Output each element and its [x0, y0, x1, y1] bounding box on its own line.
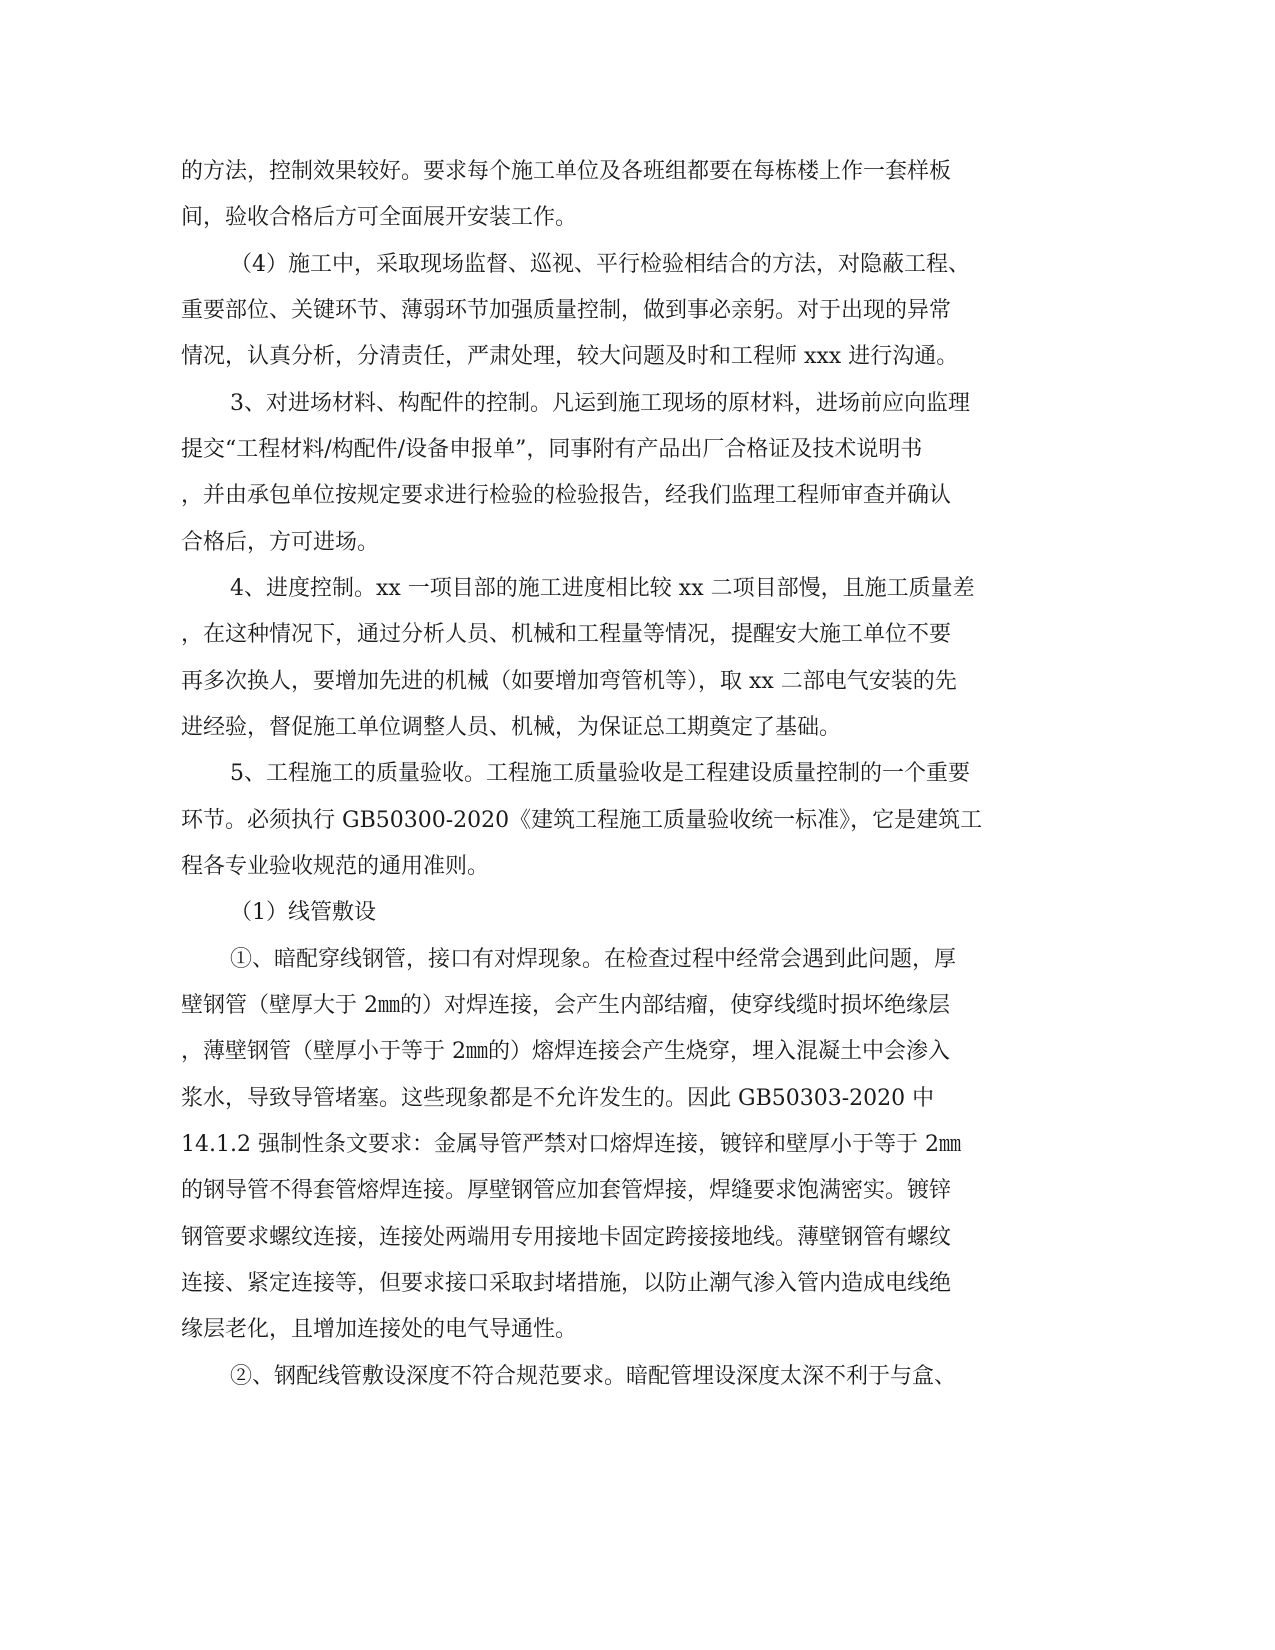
text-line: 5、工程施工的质量验收。工程施工质量验收是工程建设质量控制的一个重要 [230, 761, 970, 786]
text-line: 程各专业验收规范的通用准则。 [181, 854, 490, 879]
text-line: ，并由承包单位按规定要求进行检验的检验报告，经我们监理工程师审查并确认 [181, 483, 952, 508]
text-line: 4、进度控制。xx 一项目部的施工进度相比较 xx 二项目部慢，且施工质量差 [230, 576, 975, 601]
text-line: 壁钢管（壁厚大于 2㎜的）对焊连接，会产生内部结瘤，使穿线缆时损坏绝缘层 [181, 993, 950, 1018]
text-line: ①、暗配穿线钢管，接口有对焊现象。在检查过程中经常会遇到此问题，厚 [230, 947, 957, 972]
text-line: 14.1.2 强制性条文要求：金属导管严禁对口熔焊连接，镀锌和壁厚小于等于 2㎜ [181, 1132, 961, 1157]
text-line: 间，验收合格后方可全面展开安装工作。 [181, 205, 578, 230]
text-line: 环节。必须执行 GB50300-2020《建筑工程施工质量验收统一标准》，它是建筑工 [181, 808, 983, 833]
text-line: ，薄壁钢管（壁厚小于等于 2㎜的）熔焊连接会产生烧穿，埋入混凝土中会渗入 [181, 1039, 950, 1064]
text-line: 情况，认真分析，分清责任，严肃处理，较大问题及时和工程师 xxx 进行沟通。 [181, 344, 959, 369]
text-line: 再多次换人，要增加先进的机械（如要增加弯管机等），取 xx 二部电气安装的先 [181, 669, 957, 694]
text-line: 的钢导管不得套管熔焊连接。厚壁钢管应加套管焊接，焊缝要求饱满密实。镀锌 [181, 1178, 952, 1203]
text-line: 的方法，控制效果较好。要求每个施工单位及各班组都要在每栋楼上作一套样板 [181, 159, 952, 184]
text-line: 3、对进场材料、构配件的控制。凡运到施工现场的原材料，进场前应向监理 [230, 391, 970, 416]
text-line: 提交“工程材料/构配件/设备申报单”，同事附有产品出厂合格证及技术说明书 [181, 437, 923, 462]
text-line: 浆水，导致导管堵塞。这些现象都是不允许发生的。因此 GB50303-2020 中 [181, 1086, 935, 1111]
text-line: 缘层老化，且增加连接处的电气导通性。 [181, 1317, 578, 1342]
text-line: （1）线管敷设 [230, 900, 376, 925]
text-line: 连接、紧定连接等，但要求接口采取封堵措施，以防止潮气渗入管内造成电线绝 [181, 1271, 952, 1296]
text-line: 钢管要求螺纹连接，连接处两端用专用接地卡固定跨接接地线。薄壁钢管有螺纹 [181, 1225, 952, 1250]
text-line: 重要部位、关键环节、薄弱环节加强质量控制，做到事必亲躬。对于出现的异常 [181, 298, 952, 323]
text-line: ，在这种情况下，通过分析人员、机械和工程量等情况，提醒安大施工单位不要 [181, 622, 952, 647]
text-line: ②、钢配线管敷设深度不符合规范要求。暗配管埋设深度太深不利于与盒、 [230, 1364, 957, 1389]
text-line: 进经验，督促施工单位调整人员、机械，为保证总工期奠定了基础。 [181, 715, 842, 740]
text-line: （4）施工中，采取现场监督、巡视、平行检验相结合的方法，对隐蔽工程、 [230, 252, 970, 277]
text-line: 合格后，方可进场。 [181, 530, 380, 555]
